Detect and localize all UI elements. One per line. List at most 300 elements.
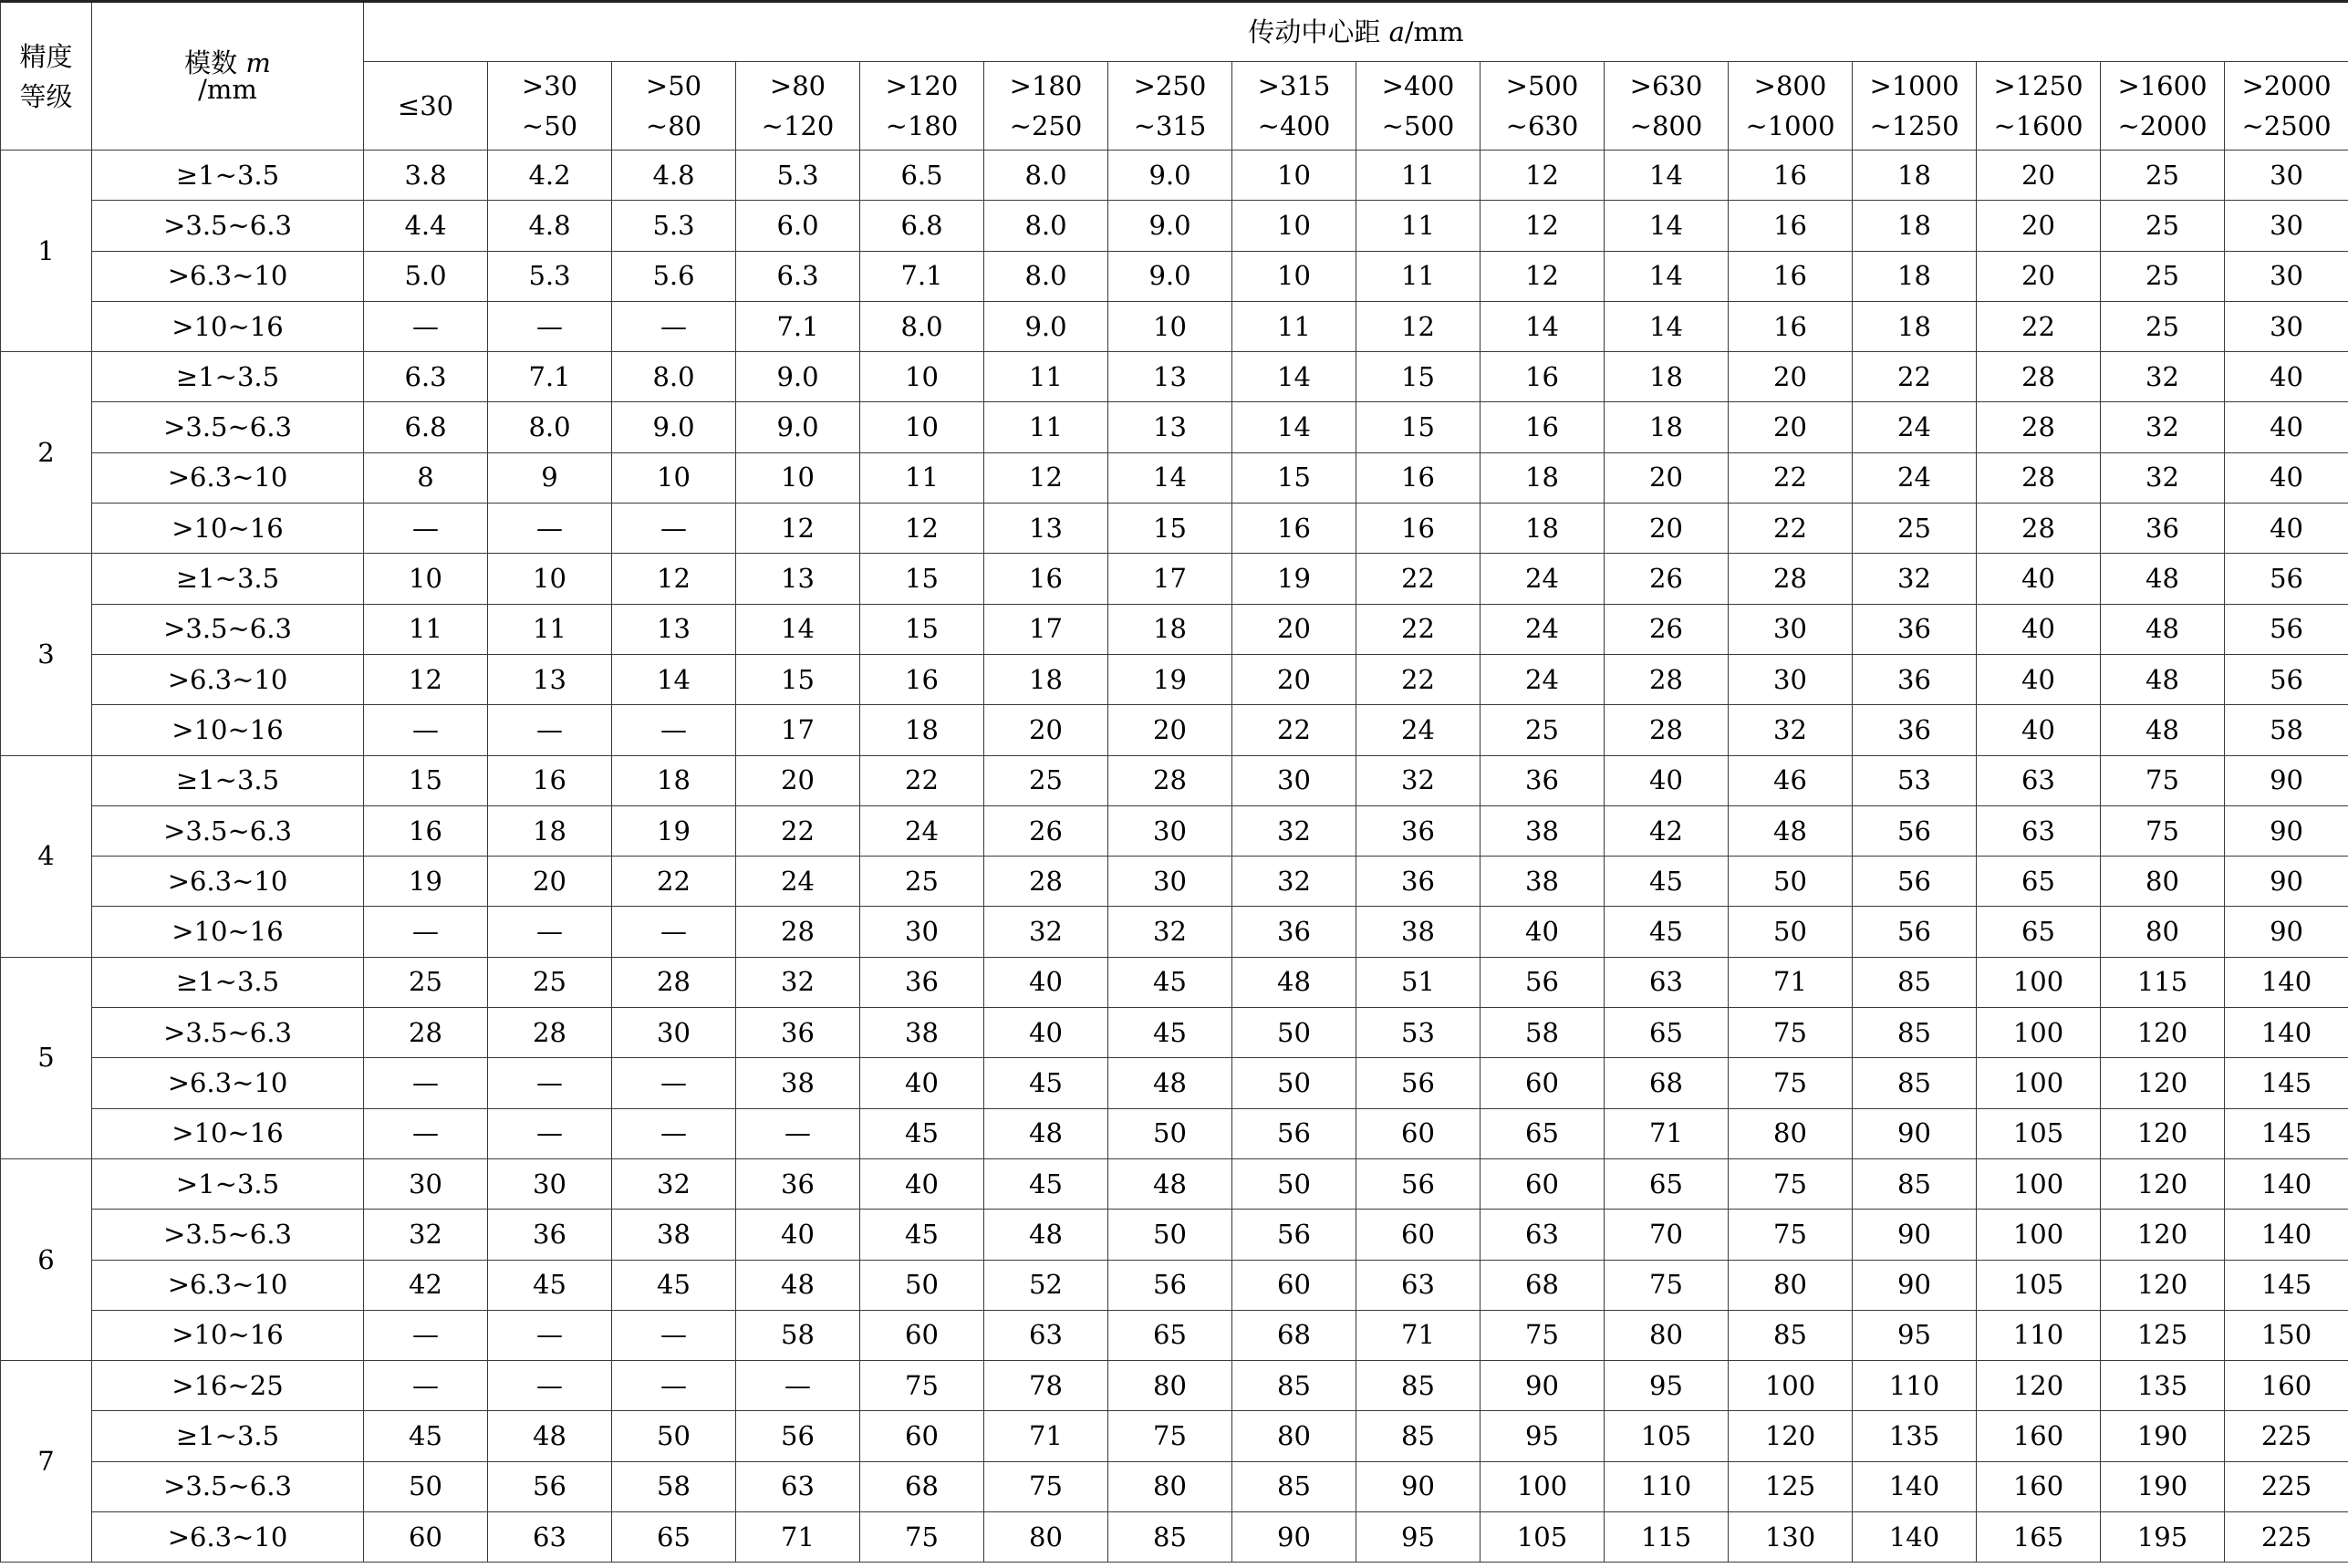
value-cell: 190 bbox=[2101, 1461, 2225, 1511]
value-cell: 18 bbox=[612, 755, 736, 805]
value-cell: 22 bbox=[1232, 705, 1356, 755]
value-cell: 15 bbox=[1232, 452, 1356, 503]
value-cell: 10 bbox=[1232, 251, 1356, 301]
value-cell: 50 bbox=[1729, 907, 1853, 957]
value-cell: 6.3 bbox=[364, 352, 488, 402]
value-cell: 56 bbox=[1853, 857, 1977, 907]
value-cell: 10 bbox=[860, 402, 984, 452]
value-cell: 28 bbox=[736, 907, 860, 957]
value-cell: 140 bbox=[2225, 1210, 2348, 1260]
value-cell: 15 bbox=[860, 554, 984, 604]
value-cell: 140 bbox=[1853, 1512, 1977, 1563]
value-cell: — bbox=[736, 1108, 860, 1158]
value-cell: 15 bbox=[1356, 402, 1480, 452]
value-cell: 60 bbox=[1480, 1058, 1605, 1108]
modulus-cell: ≥1~3.5 bbox=[92, 957, 364, 1007]
value-cell: 56 bbox=[2225, 604, 2348, 654]
value-cell: 5.6 bbox=[612, 251, 736, 301]
value-cell: 11 bbox=[1356, 251, 1480, 301]
value-cell: 65 bbox=[1108, 1310, 1232, 1360]
value-cell: 30 bbox=[1232, 755, 1356, 805]
value-cell: 25 bbox=[2101, 301, 2225, 351]
range-header bbox=[1480, 62, 1605, 151]
value-cell: 30 bbox=[1108, 857, 1232, 907]
range-header-line1: >30 bbox=[521, 70, 578, 101]
modulus-cell: >6.3~10 bbox=[92, 1260, 364, 1310]
value-cell: 95 bbox=[1605, 1361, 1729, 1411]
value-cell: 75 bbox=[860, 1512, 984, 1563]
range-header-line1: >400 bbox=[1381, 70, 1455, 101]
value-cell: 13 bbox=[1108, 402, 1232, 452]
grade-cell: 1 bbox=[1, 151, 92, 352]
range-header-line2: ~1600 bbox=[1993, 110, 2083, 141]
value-cell: 50 bbox=[1232, 1058, 1356, 1108]
range-header-line2: ~500 bbox=[1381, 110, 1455, 141]
value-cell: 24 bbox=[860, 805, 984, 856]
value-cell: 60 bbox=[1480, 1158, 1605, 1209]
value-cell: 10 bbox=[736, 452, 860, 503]
value-cell: 40 bbox=[860, 1058, 984, 1108]
value-cell: 52 bbox=[984, 1260, 1108, 1310]
value-cell: 36 bbox=[488, 1210, 612, 1260]
table-row bbox=[1, 1058, 2348, 1108]
modulus-cell: >10~16 bbox=[92, 301, 364, 351]
value-cell: 100 bbox=[1977, 1158, 2101, 1209]
value-cell: 85 bbox=[1853, 957, 1977, 1007]
value-cell: 18 bbox=[1853, 151, 1977, 201]
modulus-cell: >3.5~6.3 bbox=[92, 1008, 364, 1058]
value-cell: — bbox=[488, 1310, 612, 1360]
table-row bbox=[1, 1008, 2348, 1058]
value-cell: 160 bbox=[2225, 1361, 2348, 1411]
value-cell: 24 bbox=[736, 857, 860, 907]
value-cell: 20 bbox=[1232, 654, 1356, 704]
center-distance-header bbox=[364, 2, 2348, 62]
value-cell: 45 bbox=[488, 1260, 612, 1310]
modulus-cell: >3.5~6.3 bbox=[92, 402, 364, 452]
value-cell: 13 bbox=[736, 554, 860, 604]
table-row bbox=[1, 1461, 2348, 1511]
grade-header-line1: 精度 bbox=[19, 40, 73, 72]
value-cell: 16 bbox=[1729, 151, 1853, 201]
value-cell: 28 bbox=[1977, 504, 2101, 554]
value-cell: 56 bbox=[736, 1411, 860, 1461]
value-cell: 65 bbox=[1977, 857, 2101, 907]
value-cell: 110 bbox=[1605, 1461, 1729, 1511]
value-cell: 6.5 bbox=[860, 151, 984, 201]
range-header-line1: >630 bbox=[1629, 70, 1703, 101]
value-cell: 48 bbox=[736, 1260, 860, 1310]
table-row bbox=[1, 402, 2348, 452]
range-header-line1: >120 bbox=[885, 70, 959, 101]
value-cell: 90 bbox=[2225, 857, 2348, 907]
value-cell: 40 bbox=[1605, 755, 1729, 805]
value-cell: 48 bbox=[1108, 1158, 1232, 1209]
value-cell: 56 bbox=[1480, 957, 1605, 1007]
value-cell: 42 bbox=[1605, 805, 1729, 856]
value-cell: 65 bbox=[612, 1512, 736, 1563]
range-header-line1: >315 bbox=[1257, 70, 1331, 101]
grade-cell: 5 bbox=[1, 957, 92, 1158]
value-cell: 15 bbox=[364, 755, 488, 805]
range-header-line1: >50 bbox=[645, 70, 702, 101]
value-cell: 5.0 bbox=[364, 251, 488, 301]
range-header-line1: >1000 bbox=[1869, 70, 1959, 101]
value-cell: 7.1 bbox=[488, 352, 612, 402]
value-cell: 16 bbox=[1729, 301, 1853, 351]
value-cell: 90 bbox=[1232, 1512, 1356, 1563]
table-row bbox=[1, 352, 2348, 402]
table-row bbox=[1, 805, 2348, 856]
value-cell: 38 bbox=[612, 1210, 736, 1260]
value-cell: 8 bbox=[364, 452, 488, 503]
value-cell: — bbox=[488, 1361, 612, 1411]
value-cell: 90 bbox=[1853, 1260, 1977, 1310]
value-cell: 12 bbox=[1480, 251, 1605, 301]
value-cell: 125 bbox=[2101, 1310, 2225, 1360]
value-cell: — bbox=[364, 504, 488, 554]
grade-cell: 2 bbox=[1, 352, 92, 554]
value-cell: 32 bbox=[2101, 402, 2225, 452]
value-cell: 36 bbox=[1356, 805, 1480, 856]
table-row bbox=[1, 957, 2348, 1007]
value-cell: 56 bbox=[1853, 907, 1977, 957]
value-cell: 38 bbox=[860, 1008, 984, 1058]
value-cell: 8.0 bbox=[984, 151, 1108, 201]
value-cell: 36 bbox=[1853, 604, 1977, 654]
value-cell: 28 bbox=[1108, 755, 1232, 805]
value-cell: 40 bbox=[736, 1210, 860, 1260]
value-cell: 120 bbox=[2101, 1008, 2225, 1058]
range-header-line1: >80 bbox=[769, 70, 826, 101]
value-cell: 63 bbox=[1977, 755, 2101, 805]
range-header bbox=[364, 62, 488, 151]
value-cell: 6.8 bbox=[364, 402, 488, 452]
value-cell: 48 bbox=[2101, 554, 2225, 604]
center-distance-unit: /mm bbox=[1404, 16, 1464, 47]
value-cell: 14 bbox=[1605, 201, 1729, 251]
value-cell: 20 bbox=[1108, 705, 1232, 755]
value-cell: 24 bbox=[1853, 402, 1977, 452]
table-row bbox=[1, 604, 2348, 654]
value-cell: 110 bbox=[1977, 1310, 2101, 1360]
value-cell: 63 bbox=[1605, 957, 1729, 1007]
table-row bbox=[1, 1512, 2348, 1563]
value-cell: 28 bbox=[1605, 654, 1729, 704]
modulus-cell: >1~3.5 bbox=[92, 1158, 364, 1209]
value-cell: 120 bbox=[2101, 1210, 2225, 1260]
value-cell: 100 bbox=[1977, 1008, 2101, 1058]
value-cell: 60 bbox=[364, 1512, 488, 1563]
value-cell: 40 bbox=[984, 957, 1108, 1007]
value-cell: 145 bbox=[2225, 1058, 2348, 1108]
table-row bbox=[1, 755, 2348, 805]
value-cell: 50 bbox=[1232, 1008, 1356, 1058]
value-cell: 56 bbox=[1356, 1058, 1480, 1108]
value-cell: 60 bbox=[1356, 1210, 1480, 1260]
value-cell: 14 bbox=[1232, 402, 1356, 452]
value-cell: 48 bbox=[1729, 805, 1853, 856]
range-header-line2: ~250 bbox=[1009, 110, 1083, 141]
value-cell: 9.0 bbox=[736, 352, 860, 402]
value-cell: 20 bbox=[1729, 402, 1853, 452]
header-row-top bbox=[1, 2, 2348, 62]
range-header-line2: ~2000 bbox=[2117, 110, 2208, 141]
value-cell: 20 bbox=[1977, 201, 2101, 251]
value-cell: 71 bbox=[1729, 957, 1853, 1007]
value-cell: 24 bbox=[1480, 604, 1605, 654]
value-cell: 16 bbox=[488, 755, 612, 805]
value-cell: 40 bbox=[2225, 504, 2348, 554]
modulus-cell: >3.5~6.3 bbox=[92, 1461, 364, 1511]
value-cell: 130 bbox=[1729, 1512, 1853, 1563]
value-cell: 80 bbox=[1108, 1361, 1232, 1411]
value-cell: 28 bbox=[1977, 402, 2101, 452]
value-cell: 90 bbox=[2225, 907, 2348, 957]
value-cell: 10 bbox=[1108, 301, 1232, 351]
value-cell: 14 bbox=[1605, 301, 1729, 351]
value-cell: — bbox=[364, 705, 488, 755]
value-cell: 11 bbox=[1356, 201, 1480, 251]
value-cell: 75 bbox=[1480, 1310, 1605, 1360]
value-cell: 110 bbox=[1853, 1361, 1977, 1411]
range-header bbox=[1356, 62, 1480, 151]
value-cell: 25 bbox=[2101, 201, 2225, 251]
range-header-line2: ~120 bbox=[761, 110, 835, 141]
value-cell: 30 bbox=[2225, 301, 2348, 351]
range-header bbox=[736, 62, 860, 151]
value-cell: 16 bbox=[1232, 504, 1356, 554]
value-cell: 65 bbox=[1605, 1008, 1729, 1058]
value-cell: 85 bbox=[1356, 1361, 1480, 1411]
value-cell: 63 bbox=[984, 1310, 1108, 1360]
value-cell: 140 bbox=[2225, 1158, 2348, 1209]
table-row bbox=[1, 504, 2348, 554]
value-cell: 10 bbox=[860, 352, 984, 402]
value-cell: 8.0 bbox=[984, 251, 1108, 301]
value-cell: 75 bbox=[1729, 1058, 1853, 1108]
value-cell: 15 bbox=[860, 604, 984, 654]
value-cell: 15 bbox=[1108, 504, 1232, 554]
value-cell: — bbox=[612, 504, 736, 554]
value-cell: 14 bbox=[1605, 151, 1729, 201]
value-cell: 58 bbox=[2225, 705, 2348, 755]
value-cell: 135 bbox=[2101, 1361, 2225, 1411]
value-cell: 20 bbox=[1232, 604, 1356, 654]
grade-cell: 6 bbox=[1, 1158, 92, 1360]
value-cell: 63 bbox=[1977, 805, 2101, 856]
modulus-header-unit: /mm bbox=[198, 73, 257, 105]
value-cell: 36 bbox=[1480, 755, 1605, 805]
value-cell: 60 bbox=[1356, 1108, 1480, 1158]
table-row bbox=[1, 654, 2348, 704]
modulus-cell: ≥1~3.5 bbox=[92, 151, 364, 201]
table-row bbox=[1, 1108, 2348, 1158]
value-cell: 68 bbox=[860, 1461, 984, 1511]
value-cell: 16 bbox=[860, 654, 984, 704]
value-cell: 22 bbox=[1729, 452, 1853, 503]
value-cell: 24 bbox=[1853, 452, 1977, 503]
value-cell: 18 bbox=[1853, 201, 1977, 251]
value-cell: 225 bbox=[2225, 1461, 2348, 1511]
value-cell: 40 bbox=[2225, 402, 2348, 452]
range-header bbox=[1232, 62, 1356, 151]
value-cell: 9.0 bbox=[984, 301, 1108, 351]
value-cell: 150 bbox=[2225, 1310, 2348, 1360]
range-header-line2: ~630 bbox=[1505, 110, 1579, 141]
value-cell: 48 bbox=[2101, 604, 2225, 654]
modulus-cell: ≥1~3.5 bbox=[92, 352, 364, 402]
value-cell: 32 bbox=[1108, 907, 1232, 957]
value-cell: 25 bbox=[1480, 705, 1605, 755]
value-cell: — bbox=[364, 1310, 488, 1360]
value-cell: 95 bbox=[1853, 1310, 1977, 1360]
value-cell: 80 bbox=[1729, 1108, 1853, 1158]
value-cell: 40 bbox=[2225, 452, 2348, 503]
value-cell: 80 bbox=[1605, 1310, 1729, 1360]
value-cell: 9.0 bbox=[612, 402, 736, 452]
value-cell: 14 bbox=[1232, 352, 1356, 402]
value-cell: 160 bbox=[1977, 1411, 2101, 1461]
modulus-cell: >6.3~10 bbox=[92, 1058, 364, 1108]
value-cell: 42 bbox=[364, 1260, 488, 1310]
value-cell: 20 bbox=[1977, 251, 2101, 301]
value-cell: 53 bbox=[1853, 755, 1977, 805]
value-cell: 65 bbox=[1605, 1158, 1729, 1209]
value-cell: 135 bbox=[1853, 1411, 1977, 1461]
modulus-cell: >6.3~10 bbox=[92, 654, 364, 704]
value-cell: 25 bbox=[2101, 251, 2225, 301]
value-cell: 50 bbox=[1729, 857, 1853, 907]
value-cell: 120 bbox=[1729, 1411, 1853, 1461]
center-distance-symbol: a bbox=[1388, 16, 1405, 47]
value-cell: 9.0 bbox=[736, 402, 860, 452]
range-header bbox=[2225, 62, 2348, 151]
value-cell: 195 bbox=[2101, 1512, 2225, 1563]
value-cell: 45 bbox=[612, 1260, 736, 1310]
value-cell: 85 bbox=[1232, 1361, 1356, 1411]
value-cell: 22 bbox=[1356, 654, 1480, 704]
table-row bbox=[1, 857, 2348, 907]
value-cell: 12 bbox=[1480, 201, 1605, 251]
grade-cell: 3 bbox=[1, 554, 92, 755]
value-cell: 4.8 bbox=[612, 151, 736, 201]
value-cell: 20 bbox=[1605, 452, 1729, 503]
range-header bbox=[984, 62, 1108, 151]
value-cell: 28 bbox=[488, 1008, 612, 1058]
range-header-line2: ~315 bbox=[1133, 110, 1207, 141]
value-cell: 16 bbox=[1356, 452, 1480, 503]
value-cell: 12 bbox=[984, 452, 1108, 503]
value-cell: 30 bbox=[1729, 654, 1853, 704]
value-cell: — bbox=[364, 1361, 488, 1411]
value-cell: 45 bbox=[860, 1210, 984, 1260]
value-cell: 16 bbox=[1480, 402, 1605, 452]
range-header-line2: ~1000 bbox=[1745, 110, 1835, 141]
value-cell: 51 bbox=[1356, 957, 1480, 1007]
value-cell: 38 bbox=[1480, 805, 1605, 856]
table-row bbox=[1, 705, 2348, 755]
value-cell: 80 bbox=[2101, 857, 2225, 907]
value-cell: 18 bbox=[1480, 504, 1605, 554]
value-cell: 56 bbox=[2225, 554, 2348, 604]
table-row bbox=[1, 1361, 2348, 1411]
value-cell: 25 bbox=[2101, 151, 2225, 201]
value-cell: 15 bbox=[1356, 352, 1480, 402]
range-header-line1: >800 bbox=[1753, 70, 1827, 101]
value-cell: 90 bbox=[1356, 1461, 1480, 1511]
value-cell: 7.1 bbox=[736, 301, 860, 351]
value-cell: 85 bbox=[1108, 1512, 1232, 1563]
value-cell: 36 bbox=[1232, 907, 1356, 957]
value-cell: 32 bbox=[1356, 755, 1480, 805]
value-cell: 68 bbox=[1480, 1260, 1605, 1310]
value-cell: 11 bbox=[1232, 301, 1356, 351]
range-header bbox=[488, 62, 612, 151]
value-cell: 40 bbox=[1977, 604, 2101, 654]
value-cell: 11 bbox=[488, 604, 612, 654]
value-cell: — bbox=[364, 301, 488, 351]
value-cell: 50 bbox=[1232, 1158, 1356, 1209]
range-header-line2: ~80 bbox=[645, 110, 702, 141]
value-cell: 145 bbox=[2225, 1260, 2348, 1310]
value-cell: 36 bbox=[736, 1158, 860, 1209]
value-cell: 30 bbox=[2225, 251, 2348, 301]
value-cell: 24 bbox=[1480, 554, 1605, 604]
value-cell: 56 bbox=[1108, 1260, 1232, 1310]
value-cell: — bbox=[364, 1108, 488, 1158]
value-cell: 38 bbox=[736, 1058, 860, 1108]
value-cell: 90 bbox=[2225, 755, 2348, 805]
value-cell: 105 bbox=[1605, 1411, 1729, 1461]
value-cell: 36 bbox=[860, 957, 984, 1007]
value-cell: — bbox=[612, 907, 736, 957]
range-header-line2: ~400 bbox=[1257, 110, 1331, 141]
value-cell: — bbox=[488, 1058, 612, 1108]
value-cell: 18 bbox=[1853, 301, 1977, 351]
modulus-cell: >10~16 bbox=[92, 504, 364, 554]
value-cell: 80 bbox=[1108, 1461, 1232, 1511]
table-row bbox=[1, 151, 2348, 201]
range-header-line1: >1600 bbox=[2117, 70, 2208, 101]
value-cell: — bbox=[364, 1058, 488, 1108]
value-cell: 78 bbox=[984, 1361, 1108, 1411]
value-cell: 12 bbox=[1480, 151, 1605, 201]
value-cell: 75 bbox=[1729, 1210, 1853, 1260]
range-header bbox=[612, 62, 736, 151]
value-cell: 6.3 bbox=[736, 251, 860, 301]
value-cell: 56 bbox=[1853, 805, 1977, 856]
value-cell: 45 bbox=[1108, 1008, 1232, 1058]
value-cell: 11 bbox=[984, 352, 1108, 402]
value-cell: 45 bbox=[1605, 907, 1729, 957]
value-cell: 145 bbox=[2225, 1108, 2348, 1158]
value-cell: 85 bbox=[1853, 1008, 1977, 1058]
value-cell: 48 bbox=[984, 1210, 1108, 1260]
range-header bbox=[1977, 62, 2101, 151]
value-cell: 8.0 bbox=[612, 352, 736, 402]
value-cell: 120 bbox=[1977, 1361, 2101, 1411]
value-cell: 16 bbox=[364, 805, 488, 856]
modulus-cell: >3.5~6.3 bbox=[92, 201, 364, 251]
value-cell: 48 bbox=[488, 1411, 612, 1461]
value-cell: 46 bbox=[1729, 755, 1853, 805]
value-cell: 75 bbox=[1108, 1411, 1232, 1461]
value-cell: 90 bbox=[2225, 805, 2348, 856]
value-cell: 40 bbox=[1977, 705, 2101, 755]
value-cell: 14 bbox=[1108, 452, 1232, 503]
value-cell: 45 bbox=[984, 1058, 1108, 1108]
